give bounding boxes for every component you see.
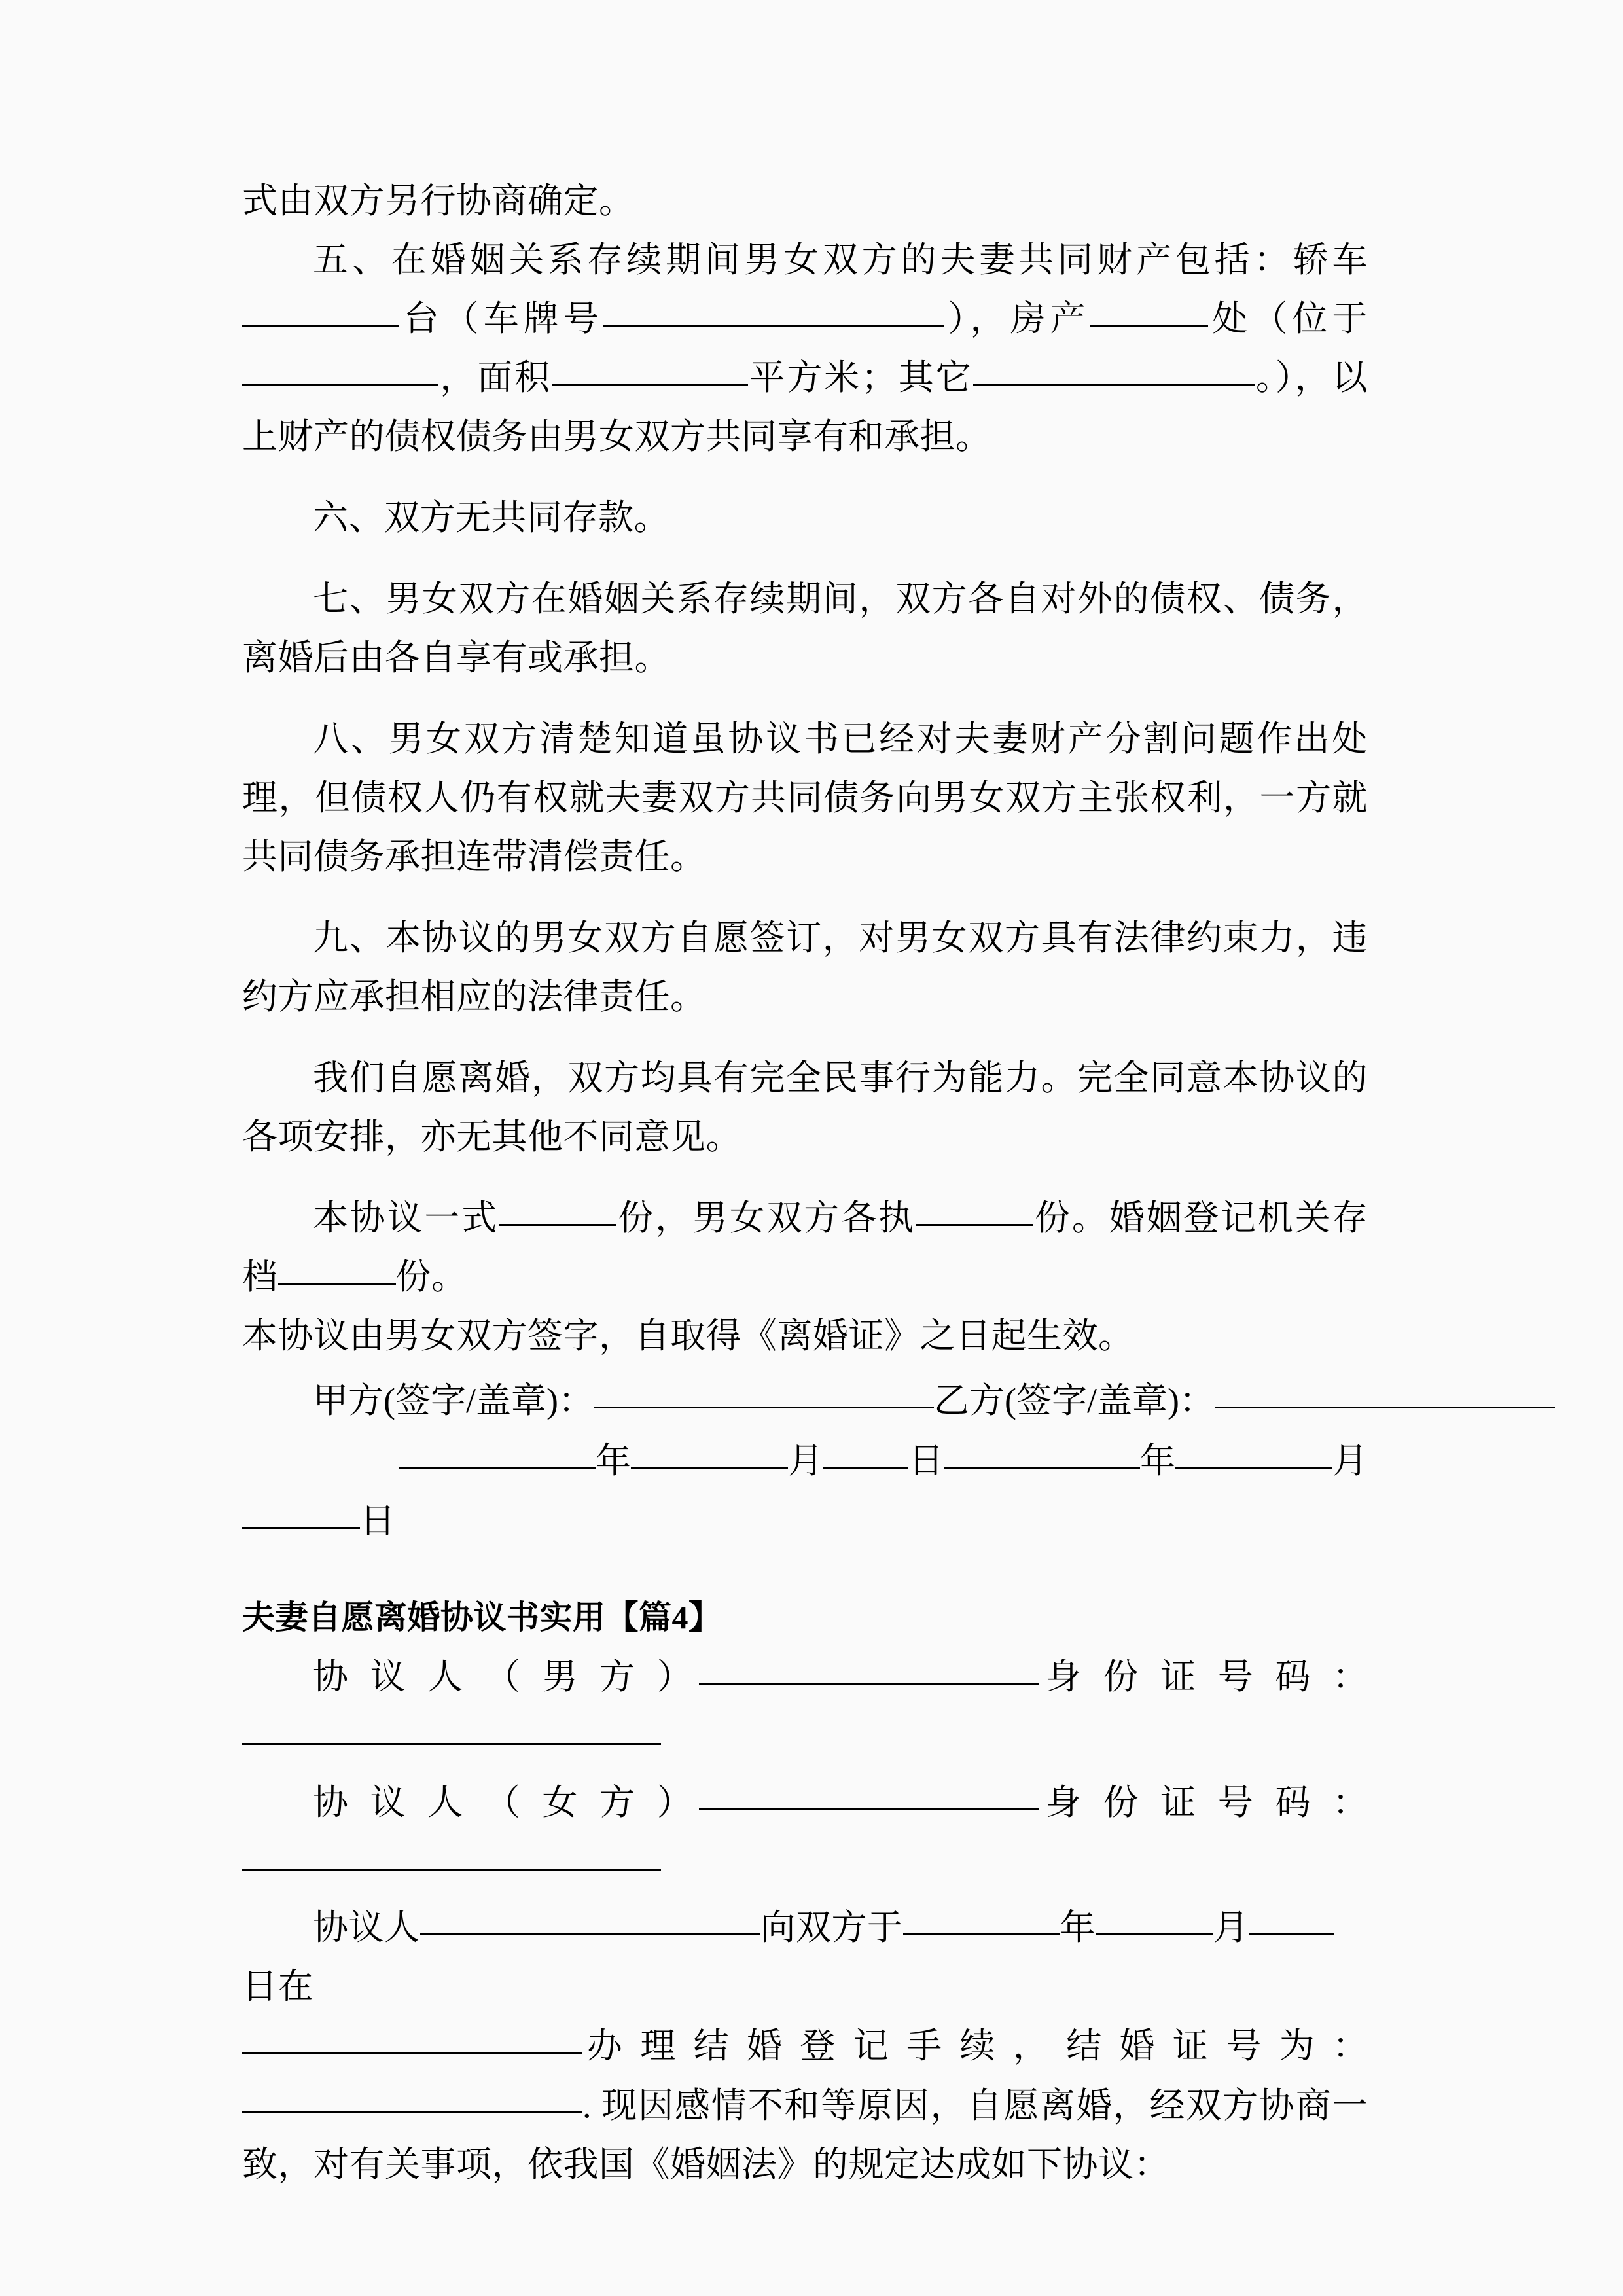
blank-registration-place[interactable] <box>242 2052 582 2054</box>
blank-female-id-number[interactable] <box>242 1869 661 1871</box>
blank-registry-copies[interactable] <box>278 1283 396 1285</box>
blank-party-b-day[interactable] <box>242 1527 360 1529</box>
blank-marriage-month[interactable] <box>1096 1933 1213 1935</box>
item6-text: 六、双方无共同存款。 <box>313 498 669 537</box>
blank-marriage-year[interactable] <box>903 1933 1060 1935</box>
registration-month-label: 月 <box>1213 1908 1249 1947</box>
copies-text-d: 份。 <box>395 1257 467 1297</box>
blank-total-copies[interactable] <box>499 1224 616 1226</box>
blank-other-property[interactable] <box>973 384 1255 386</box>
paragraph-item-8 <box>242 709 1368 886</box>
party-a-year-label: 年 <box>596 1441 631 1480</box>
paragraph-effective <box>242 1306 1368 1365</box>
paragraph-continuation <box>242 171 1368 230</box>
blank-party-a-year[interactable] <box>399 1467 596 1469</box>
paragraph-item-7 <box>242 569 1368 687</box>
item5-text-c: ），房产 <box>943 299 1090 338</box>
blank-party-b-year[interactable] <box>944 1467 1140 1469</box>
document-body <box>242 171 1368 2194</box>
blank-marriage-day[interactable] <box>1249 1933 1334 1935</box>
paragraph-continuation-text: 式由双方另行协商确定。 <box>242 181 635 221</box>
paragraph-item-5 <box>242 230 1368 466</box>
item5-text-g: 。），以上财产的债权债务由男女双方共同享有和承担。 <box>242 358 1368 456</box>
voluntary-statement-text: 我们自愿离婚，双方均具有完全民事行为能力。完全同意本协议的各项安排，亦无其他不同意见。 <box>242 1058 1368 1157</box>
copies-text-b: 份，男女双方各执 <box>616 1198 916 1238</box>
item5-text-a: 五、在婚姻关系存续期间男女双方的夫妻共同财产包括：轿车 <box>313 240 1368 279</box>
item7-text: 七、男女双方在婚姻关系存续期间，双方各自对外的债权、债务，离婚后由各自享有或承担。 <box>242 579 1368 677</box>
blank-marriage-certificate-number[interactable] <box>242 2111 582 2113</box>
blank-male-name[interactable] <box>699 1683 1039 1685</box>
paragraph-item-9 <box>242 908 1368 1026</box>
blank-house-location[interactable] <box>242 384 438 386</box>
paragraph-copies <box>242 1189 1368 1306</box>
signature-date-row <box>242 1431 1368 1491</box>
paragraph-voluntary-statement <box>242 1049 1368 1166</box>
paragraph-registration-line3 <box>242 2076 1368 2194</box>
party-a-label: 甲方(签字/盖章)： <box>313 1381 594 1420</box>
blank-party-b-signature[interactable] <box>1215 1407 1555 1408</box>
item5-text-b: 台（车牌号 <box>399 299 603 338</box>
party-a-day-label: 日 <box>908 1441 944 1480</box>
registration-text-c: 办 理 结 婚 登 记 手 续 ， 结 婚 证 号 为 ： <box>582 2026 1368 2066</box>
registration-text-a: 协议人 <box>313 1908 420 1947</box>
party-male-id-label: 身 份 证 号 码 ： <box>1039 1657 1368 1696</box>
paragraph-item-6 <box>242 488 1368 547</box>
blank-party-a-signature[interactable] <box>594 1407 934 1408</box>
item9-text: 九、本协议的男女双方自愿签订，对男女双方具有法律约束力，违约方应承担相应的法律责任。 <box>242 918 1368 1016</box>
party-male-id-row <box>242 1707 1368 1767</box>
copies-text-a: 本协议一式 <box>313 1198 499 1238</box>
effective-text: 本协议由男女双方签字，自取得《离婚证》之日起生效。 <box>242 1316 1134 1355</box>
paragraph-registration-line2 <box>242 2016 1368 2076</box>
party-a-month-label: 月 <box>788 1441 823 1480</box>
item5-text-d: 处（位于 <box>1207 299 1368 338</box>
copies-text-c: 份。婚姻登记机关存档 <box>242 1198 1368 1297</box>
blank-house-area[interactable] <box>552 384 748 386</box>
item5-text-f: 平方米；其它 <box>747 358 973 397</box>
party-b-label: 乙方(签字/盖章)： <box>933 1381 1215 1420</box>
party-b-month-label: 月 <box>1332 1441 1368 1480</box>
party-b-day-label: 日 <box>360 1501 395 1541</box>
section-heading-text: 夫妻自愿离婚协议书实用【篇4】 <box>242 1599 722 1636</box>
item8-text: 八、男女双方清楚知道虽协议书已经对夫妻财产分割问题作出处理，但债权人仍有权就夫妻双方共同债务向男女双方主张权利，一方就共同债务承担连带清偿责任。 <box>242 719 1368 876</box>
blank-male-id-number[interactable] <box>242 1743 661 1745</box>
blank-party-b-month[interactable] <box>1175 1467 1332 1469</box>
item5-text-e: ，面积 <box>438 358 552 397</box>
blank-party-a-month[interactable] <box>631 1467 788 1469</box>
party-male-label: 协 议 人 （ 男 方 ） <box>313 1657 699 1696</box>
section-heading <box>242 1588 1368 1647</box>
party-b-year-label: 年 <box>1140 1441 1175 1480</box>
blank-plate-number[interactable] <box>603 325 944 327</box>
signature-date-row-overflow <box>242 1491 1368 1551</box>
blank-agreement-person[interactable] <box>420 1933 760 1935</box>
blank-each-party-copies[interactable] <box>916 1224 1033 1226</box>
blank-car-count[interactable] <box>242 325 399 327</box>
party-male-row <box>242 1647 1368 1707</box>
registration-year-label: 年 <box>1060 1908 1096 1947</box>
registration-day-label: 日在 <box>242 1967 313 2006</box>
party-female-row <box>242 1772 1368 1833</box>
registration-text-d: . 现因感情不和等原因，自愿离婚，经双方协商一致，对有关事项，依我国《婚姻法》的规定达成如下协议： <box>242 2086 1368 2184</box>
party-female-label: 协 议 人 （ 女 方 ） <box>313 1783 699 1822</box>
blank-party-a-day[interactable] <box>823 1467 908 1469</box>
party-female-id-row <box>242 1833 1368 1893</box>
registration-text-b: 向双方于 <box>760 1908 903 1947</box>
signature-row <box>242 1371 1368 1431</box>
paragraph-registration-line1 <box>242 1898 1368 2016</box>
blank-house-count[interactable] <box>1090 325 1208 327</box>
party-female-id-label: 身 份 证 号 码 ： <box>1039 1783 1368 1822</box>
blank-female-name[interactable] <box>699 1808 1039 1810</box>
